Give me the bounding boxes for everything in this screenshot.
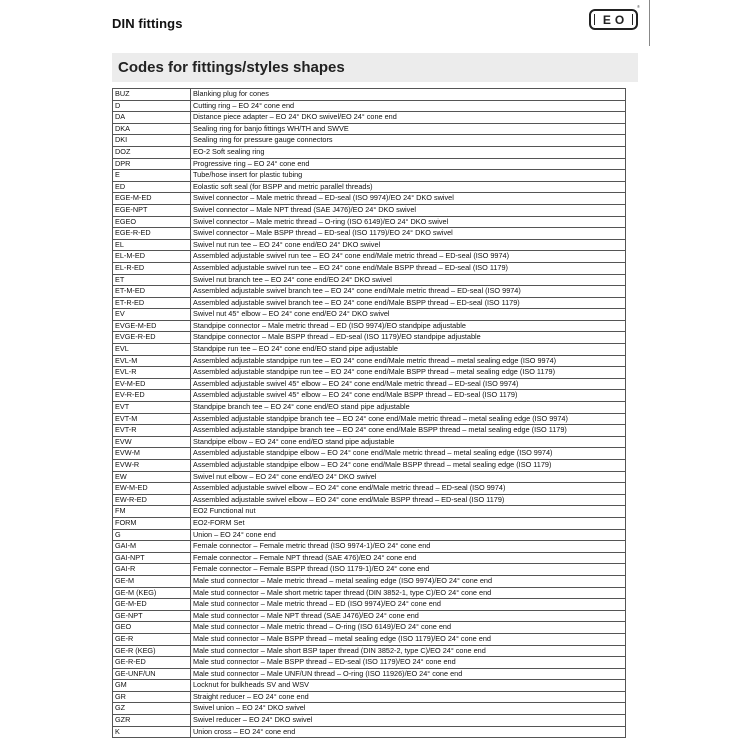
section-title: Codes for fittings/styles shapes	[118, 59, 345, 76]
fitting-description: Blanking plug for cones	[191, 89, 626, 101]
fitting-code: EVL-M	[113, 355, 191, 367]
table-row	[113, 170, 626, 182]
fitting-description: Straight reducer – EO 24° cone end	[191, 691, 626, 703]
table-row	[113, 390, 626, 402]
fitting-description: Cutting ring – EO 24° cone end	[191, 100, 626, 112]
table-row	[113, 483, 626, 495]
fitting-description: Assembled adjustable swivel 45° elbow – EO 24° cone end/Male BSPP thread – ED-seal (ISO 1179)	[191, 390, 626, 402]
table-row	[113, 715, 626, 727]
table-row	[113, 599, 626, 611]
fitting-code: FORM	[113, 517, 191, 529]
fitting-description: Swivel connector – Male NPT thread (SAE J476)/EO 24° DKO swivel	[191, 204, 626, 216]
fitting-code: K	[113, 726, 191, 738]
fitting-code: EVT-R	[113, 425, 191, 437]
table-row	[113, 517, 626, 529]
table-row	[113, 297, 626, 309]
fitting-code: EGE-R-ED	[113, 228, 191, 240]
table-row	[113, 703, 626, 715]
table-row	[113, 158, 626, 170]
fitting-description: Female connector – Female NPT thread (SAE 476)/EO 24° cone end	[191, 552, 626, 564]
fitting-description: EO-2 Soft sealing ring	[191, 146, 626, 158]
table-row	[113, 332, 626, 344]
fitting-code: GE-M (KEG)	[113, 587, 191, 599]
fitting-code: GE-NPT	[113, 610, 191, 622]
fitting-code: EVGE-R-ED	[113, 332, 191, 344]
fitting-description: Sealing ring for banjo fittings WH/TH and SWVE	[191, 123, 626, 135]
fitting-description: Assembled adjustable swivel elbow – EO 24° cone end/Male BSPP thread – ED-seal (ISO 1179)	[191, 494, 626, 506]
fitting-description: Male stud connector – Male NPT thread (SAE J476)/EO 24° cone end	[191, 610, 626, 622]
fitting-code: GE-R (KEG)	[113, 645, 191, 657]
fitting-code: G	[113, 529, 191, 541]
table-row	[113, 344, 626, 356]
fitting-code: EVL	[113, 344, 191, 356]
fitting-description: Assembled adjustable swivel branch tee – EO 24° cone end/Male BSPP thread – ED-seal (ISO 1179)	[191, 297, 626, 309]
logo-text: EO	[602, 12, 629, 27]
fitting-description: Assembled adjustable standpipe branch tee – EO 24° cone end/Male metric thread – metal sealing edge (ISO 9974)	[191, 413, 626, 425]
table-row	[113, 494, 626, 506]
table-row	[113, 402, 626, 414]
fitting-code: ED	[113, 181, 191, 193]
header-rule	[649, 0, 650, 46]
fitting-code: EGE-M-ED	[113, 193, 191, 205]
table-row	[113, 89, 626, 101]
fitting-description: Union cross – EO 24° cone end	[191, 726, 626, 738]
fitting-description: Female connector – Female metric thread (ISO 9974-1)/EO 24° cone end	[191, 541, 626, 553]
table-row	[113, 436, 626, 448]
fitting-code: GE-R-ED	[113, 657, 191, 669]
fitting-description: Male stud connector – Male short metric taper thread (DIN 3852-1, type C)/EO 24° cone end	[191, 587, 626, 599]
fitting-code: DPR	[113, 158, 191, 170]
table-row	[113, 575, 626, 587]
table-row	[113, 506, 626, 518]
fitting-description: Swivel nut branch tee – EO 24° cone end/EO 24° DKO swivel	[191, 274, 626, 286]
fitting-description: Swivel reducer – EO 24° DKO swivel	[191, 715, 626, 727]
table-row	[113, 181, 626, 193]
fitting-code: BUZ	[113, 89, 191, 101]
codes-table-body	[113, 89, 626, 738]
table-row	[113, 146, 626, 158]
fitting-code: E	[113, 170, 191, 182]
fitting-description: Eolastic soft seal (for BSPP and metric parallel threads)	[191, 181, 626, 193]
page-title: DIN fittings	[112, 16, 183, 31]
table-row	[113, 622, 626, 634]
fitting-description: Male stud connector – Male UNF/UN thread – O-ring (ISO 11926)/EO 24° cone end	[191, 668, 626, 680]
fitting-description: Swivel connector – Male metric thread – ED-seal (ISO 9974)/EO 24° DKO swivel	[191, 193, 626, 205]
table-row	[113, 286, 626, 298]
table-row	[113, 552, 626, 564]
table-row	[113, 367, 626, 379]
table-row	[113, 668, 626, 680]
fitting-code: ET-M-ED	[113, 286, 191, 298]
table-row	[113, 657, 626, 669]
fitting-description: Assembled adjustable swivel run tee – EO 24° cone end/Male BSPP thread – ED-seal (ISO 1179)	[191, 262, 626, 274]
fitting-description: EO2 Functional nut	[191, 506, 626, 518]
fitting-description: Male stud connector – Male metric thread – ED (ISO 9974)/EO 24° cone end	[191, 599, 626, 611]
table-row	[113, 413, 626, 425]
table-row	[113, 320, 626, 332]
fitting-description: Assembled adjustable standpipe elbow – EO 24° cone end/Male BSPP thread – metal sealing edge (ISO 1179)	[191, 460, 626, 472]
fitting-code: EGE-NPT	[113, 204, 191, 216]
table-row	[113, 262, 626, 274]
table-row	[113, 587, 626, 599]
fitting-description: Standpipe connector – Male BSPP thread – ED-seal (ISO 1179)/EO standpipe adjustable	[191, 332, 626, 344]
fitting-description: Swivel nut elbow – EO 24° cone end/EO 24° DKO swivel	[191, 471, 626, 483]
fitting-code: EVT-M	[113, 413, 191, 425]
fitting-code: ET	[113, 274, 191, 286]
table-row	[113, 355, 626, 367]
fitting-code: GR	[113, 691, 191, 703]
fitting-description: Female connector – Female BSPP thread (ISO 1179-1)/EO 24° cone end	[191, 564, 626, 576]
fitting-description: Standpipe elbow – EO 24° cone end/EO stand pipe adjustable	[191, 436, 626, 448]
fitting-code: GEO	[113, 622, 191, 634]
fitting-code: EL-M-ED	[113, 251, 191, 263]
table-row	[113, 274, 626, 286]
fitting-code: EV-R-ED	[113, 390, 191, 402]
fitting-code: EW-M-ED	[113, 483, 191, 495]
fitting-code: EV-M-ED	[113, 378, 191, 390]
fitting-description: Male stud connector – Male BSPP thread – ED-seal (ISO 1179)/EO 24° cone end	[191, 657, 626, 669]
table-row	[113, 123, 626, 135]
fitting-description: Assembled adjustable swivel run tee – EO 24° cone end/Male metric thread – ED-seal (ISO 9974)	[191, 251, 626, 263]
fitting-description: Assembled adjustable swivel 45° elbow – EO 24° cone end/Male metric thread – ED-seal (ISO 9974)	[191, 378, 626, 390]
table-row	[113, 378, 626, 390]
table-row	[113, 100, 626, 112]
fitting-code: FM	[113, 506, 191, 518]
eo-logo	[589, 9, 638, 30]
table-row	[113, 610, 626, 622]
fitting-description: Standpipe run tee – EO 24° cone end/EO stand pipe adjustable	[191, 344, 626, 356]
fitting-description: Male stud connector – Male metric thread – metal sealing edge (ISO 9974)/EO 24° cone end	[191, 575, 626, 587]
fitting-code: D	[113, 100, 191, 112]
fitting-description: Distance piece adapter – EO 24° DKO swivel/EO 24° cone end	[191, 112, 626, 124]
table-row	[113, 309, 626, 321]
codes-table	[112, 88, 626, 738]
fitting-description: Union – EO 24° cone end	[191, 529, 626, 541]
fitting-code: EVW-M	[113, 448, 191, 460]
fitting-code: GAI-R	[113, 564, 191, 576]
fitting-description: Standpipe connector – Male metric thread – ED (ISO 9974)/EO standpipe adjustable	[191, 320, 626, 332]
table-row	[113, 529, 626, 541]
registered-mark: ®	[637, 4, 640, 9]
fitting-code: EW-R-ED	[113, 494, 191, 506]
table-row	[113, 135, 626, 147]
fitting-description: Sealing ring for pressure gauge connectors	[191, 135, 626, 147]
table-row	[113, 564, 626, 576]
fitting-description: Locknut for bulkheads SV and WSV	[191, 680, 626, 692]
fitting-code: DA	[113, 112, 191, 124]
fitting-description: Progressive ring – EO 24° cone end	[191, 158, 626, 170]
table-row	[113, 541, 626, 553]
table-row	[113, 471, 626, 483]
table-row	[113, 204, 626, 216]
fitting-code: EV	[113, 309, 191, 321]
table-row	[113, 216, 626, 228]
fitting-description: Swivel union – EO 24° DKO swivel	[191, 703, 626, 715]
fitting-code: GAI-M	[113, 541, 191, 553]
fitting-code: GE-UNF/UN	[113, 668, 191, 680]
fitting-description: Standpipe branch tee – EO 24° cone end/EO stand pipe adjustable	[191, 402, 626, 414]
table-row	[113, 645, 626, 657]
fitting-code: GE-M-ED	[113, 599, 191, 611]
table-row	[113, 726, 626, 738]
fitting-code: GE-R	[113, 633, 191, 645]
table-row	[113, 112, 626, 124]
table-row	[113, 425, 626, 437]
fitting-description: Assembled adjustable standpipe run tee – EO 24° cone end/Male metric thread – metal sealing edge (ISO 9974)	[191, 355, 626, 367]
table-row	[113, 228, 626, 240]
fitting-description: EO2-FORM Set	[191, 517, 626, 529]
fitting-code: DKI	[113, 135, 191, 147]
fitting-code: EL	[113, 239, 191, 251]
fitting-description: Swivel nut run tee – EO 24° cone end/EO 24° DKO swivel	[191, 239, 626, 251]
fitting-description: Male stud connector – Male BSPP thread – metal sealing edge (ISO 1179)/EO 24° cone end	[191, 633, 626, 645]
fitting-code: EVT	[113, 402, 191, 414]
fitting-description: Male stud connector – Male metric thread – O-ring (ISO 6149)/EO 24° cone end	[191, 622, 626, 634]
table-row	[113, 193, 626, 205]
table-row	[113, 460, 626, 472]
table-row	[113, 239, 626, 251]
fitting-code: EL-R-ED	[113, 262, 191, 274]
table-row	[113, 691, 626, 703]
fitting-description: Assembled adjustable standpipe elbow – EO 24° cone end/Male metric thread – metal sealing edge (ISO 9974)	[191, 448, 626, 460]
section-band	[112, 53, 638, 82]
fitting-description: Assembled adjustable swivel branch tee – EO 24° cone end/Male metric thread – ED-seal (ISO 9974)	[191, 286, 626, 298]
fitting-code: EVGE-M-ED	[113, 320, 191, 332]
fitting-code: GZ	[113, 703, 191, 715]
fitting-code: DKA	[113, 123, 191, 135]
table-row	[113, 448, 626, 460]
fitting-code: GZR	[113, 715, 191, 727]
fitting-description: Assembled adjustable swivel elbow – EO 24° cone end/Male metric thread – ED-seal (ISO 9974)	[191, 483, 626, 495]
table-row	[113, 633, 626, 645]
fitting-code: GAI-NPT	[113, 552, 191, 564]
fitting-description: Swivel connector – Male BSPP thread – ED-seal (ISO 1179)/EO 24° DKO swivel	[191, 228, 626, 240]
table-row	[113, 251, 626, 263]
fitting-description: Tube/hose insert for plastic tubing	[191, 170, 626, 182]
table-row	[113, 680, 626, 692]
fitting-code: EVW-R	[113, 460, 191, 472]
fitting-code: GM	[113, 680, 191, 692]
fitting-description: Swivel connector – Male metric thread – O-ring (ISO 6149)/EO 24° DKO swivel	[191, 216, 626, 228]
fitting-description: Swivel nut 45° elbow – EO 24° cone end/EO 24° DKO swivel	[191, 309, 626, 321]
fitting-code: EGEO	[113, 216, 191, 228]
fitting-code: GE-M	[113, 575, 191, 587]
fitting-code: EVW	[113, 436, 191, 448]
fitting-description: Male stud connector – Male short BSP taper thread (DIN 3852-2, type C)/EO 24° cone end	[191, 645, 626, 657]
fitting-description: Assembled adjustable standpipe run tee – EO 24° cone end/Male BSPP thread – metal sealing edge (ISO 1179)	[191, 367, 626, 379]
fitting-code: ET-R-ED	[113, 297, 191, 309]
fitting-code: EVL-R	[113, 367, 191, 379]
fitting-description: Assembled adjustable standpipe branch tee – EO 24° cone end/Male BSPP thread – metal sealing edge (ISO 1179)	[191, 425, 626, 437]
fitting-code: EW	[113, 471, 191, 483]
fitting-code: DOZ	[113, 146, 191, 158]
